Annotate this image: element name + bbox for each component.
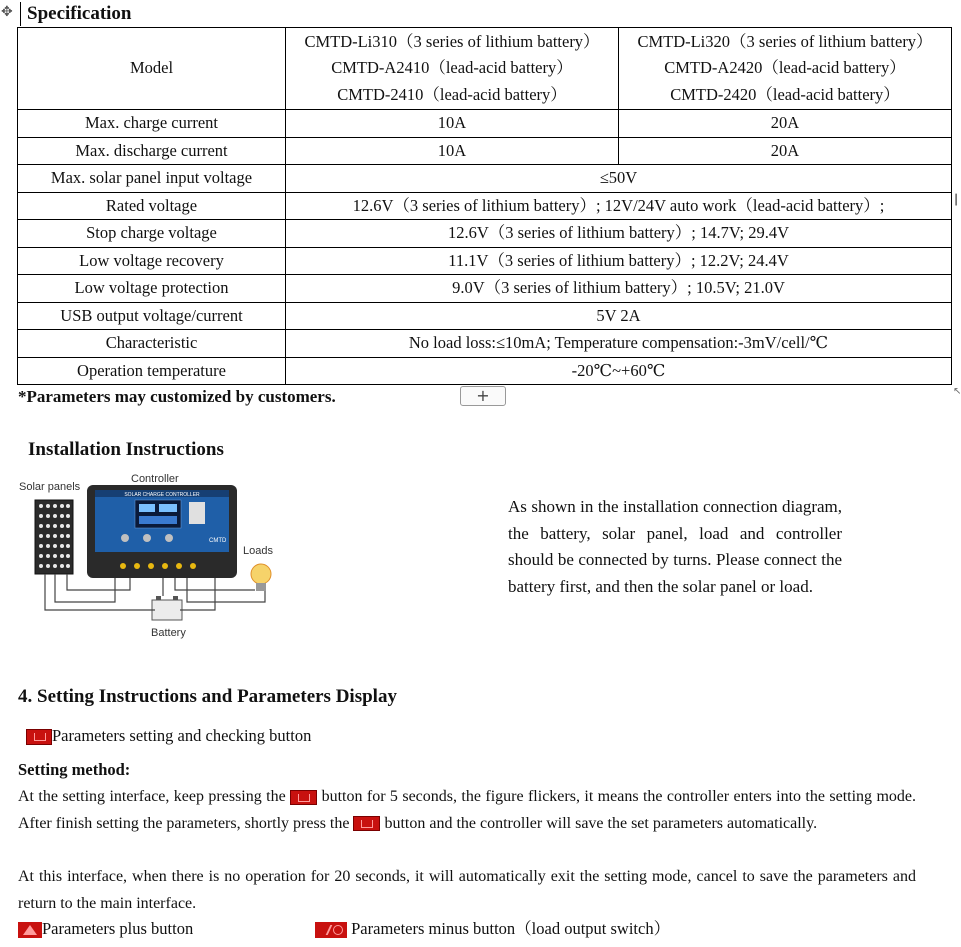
row-label: Low voltage protection: [18, 275, 286, 303]
minus-label: Parameters minus button（load output switch）: [351, 919, 671, 938]
spec-title: Specification: [20, 2, 132, 26]
setting-paragraph-2: At this interface, when there is no operation for 20 seconds, it will automatically exit the setting mode, cancel to save the parameters and return to the main interface.: [18, 868, 916, 912]
spec-footnote: *Parameters may customized by customers.: [18, 387, 336, 406]
set-key-icon: [353, 816, 380, 831]
row-value: 10A: [286, 110, 619, 138]
table-row: [18, 220, 952, 248]
minus-power-icon: [315, 922, 347, 938]
table-row: [18, 302, 952, 330]
solar-panel-icon: [35, 500, 73, 574]
plus-button-line: [18, 918, 193, 940]
setting-paragraph-1: [18, 784, 916, 837]
row-label: Rated voltage: [18, 192, 286, 220]
setting-method-heading: Setting method:: [18, 760, 131, 779]
model-col1-line: CMTD-Li310（3 series of lithium battery）: [304, 31, 600, 51]
model-col2: [619, 28, 952, 110]
row-value: 11.1V（3 series of lithium battery）; 12.2V; 24.4V: [286, 247, 952, 275]
spec-table: [17, 27, 952, 385]
row-value: 12.6V（3 series of lithium battery）; 12V/24V auto work（lead-acid battery）;: [286, 192, 952, 220]
model-col1-line: CMTD-A2410（lead-acid battery）: [331, 58, 573, 78]
row-label: Stop charge voltage: [18, 220, 286, 248]
add-row-button[interactable]: +: [460, 386, 506, 406]
row-label: Max. charge current: [18, 110, 286, 138]
param-set-line: [26, 725, 311, 747]
model-col1: [286, 28, 619, 110]
installation-diagram: [15, 470, 295, 645]
loads-label: Loads: [243, 545, 273, 557]
plus-label: Parameters plus button: [42, 919, 194, 938]
table-row: [18, 137, 952, 165]
row-label: Low voltage recovery: [18, 247, 286, 275]
row-label: Max. discharge current: [18, 137, 286, 165]
table-row: [18, 330, 952, 358]
row-value: 5V 2A: [286, 302, 952, 330]
move-handle-icon[interactable]: ✥: [1, 4, 13, 20]
row-label: Characteristic: [18, 330, 286, 358]
install-title: Installation Instructions: [28, 439, 224, 460]
p1-part-b: button for 5 seconds, the figure flickers, it means the controller enters into the setting mode. After finish setting the parameters, shortly press the: [18, 788, 917, 832]
battery-icon: [152, 596, 182, 620]
controller-brand-text: CMTD: [209, 538, 227, 544]
table-row: [18, 247, 952, 275]
table-row: [18, 357, 952, 385]
row-label: USB output voltage/current: [18, 302, 286, 330]
set-key-icon: [26, 729, 52, 745]
row-value: No load loss:≤10mA; Temperature compensation:-3mV/cell/℃: [286, 330, 952, 358]
table-row: [18, 28, 952, 110]
controller-header-text: SOLAR CHARGE CONTROLLER: [124, 492, 200, 498]
row-value: 10A: [286, 137, 619, 165]
row-value: 20A: [619, 110, 952, 138]
p1-part-a: At the setting interface, keep pressing the: [18, 788, 286, 805]
minus-button-line: [315, 918, 670, 940]
table-row: [18, 110, 952, 138]
section-4-title: 4. Setting Instructions and Parameters Display: [18, 686, 397, 707]
set-key-icon: [290, 790, 317, 805]
model-col1-line: CMTD-2410（lead-acid battery）: [337, 84, 567, 104]
controller-icon: [87, 485, 237, 578]
model-col2-line: CMTD-2420（lead-acid battery）: [670, 84, 900, 104]
table-row: [18, 275, 952, 303]
row-label: Max. solar panel input voltage: [18, 165, 286, 193]
row-resize-icon[interactable]: ↖: [953, 386, 961, 397]
model-label: Model: [18, 28, 286, 110]
param-set-label: Parameters setting and checking button: [52, 726, 312, 745]
model-col2-line: CMTD-A2420（lead-acid battery）: [664, 58, 906, 78]
battery-label: Battery: [151, 627, 186, 639]
column-resize-icon[interactable]: ┃: [953, 195, 960, 206]
model-col2-line: CMTD-Li320（3 series of lithium battery）: [637, 31, 933, 51]
plus-triangle-icon: [18, 922, 42, 938]
row-value: 20A: [619, 137, 952, 165]
solar-panels-label: Solar panels: [19, 481, 81, 493]
install-description: As shown in the installation connection diagram, the battery, solar panel, load and controller should be connected by turns. Please connect the battery first, and then the solar panel or load.: [508, 497, 842, 596]
table-row: [18, 165, 952, 193]
controller-label: Controller: [131, 473, 179, 485]
row-value: 12.6V（3 series of lithium battery）; 14.7V; 29.4V: [286, 220, 952, 248]
row-label: Operation temperature: [18, 357, 286, 385]
load-bulb-icon: [251, 564, 271, 591]
p1-part-c: button and the controller will save the set parameters automatically.: [384, 814, 818, 832]
row-value: -20℃~+60℃: [286, 357, 952, 385]
table-row: [18, 192, 952, 220]
row-value: 9.0V（3 series of lithium battery）; 10.5V; 21.0V: [286, 275, 952, 303]
row-value: ≤50V: [286, 165, 952, 193]
